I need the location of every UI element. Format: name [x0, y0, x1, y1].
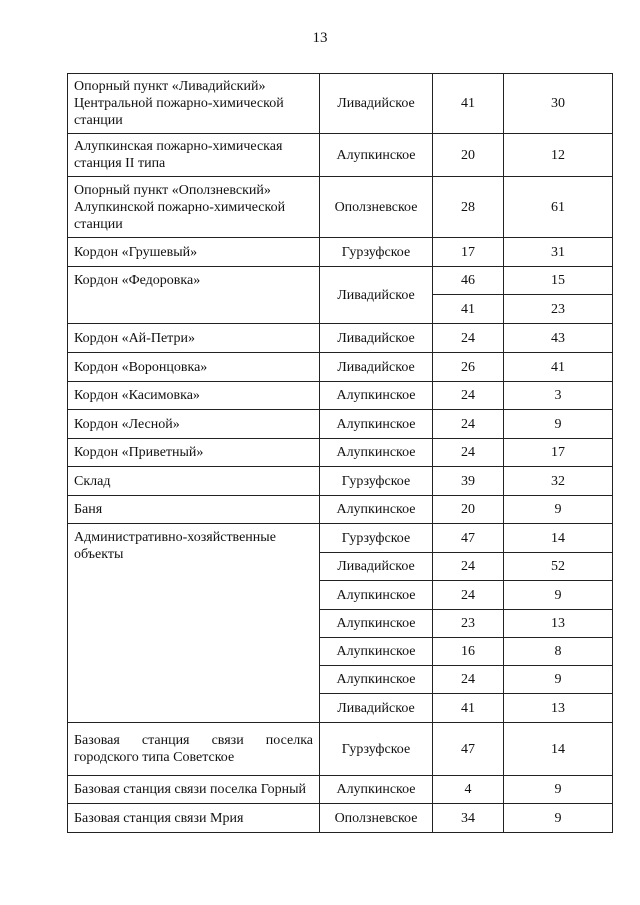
table-row: [68, 177, 613, 238]
object-name: Опорный пункт «Оползневский» Алупкинской пожарно-химической станции: [68, 177, 320, 238]
object-name: Опорный пункт «Ливадийский» Центральной пожарно-химической станции: [68, 74, 320, 134]
value-1: 24: [433, 410, 504, 439]
settlement: Оползневское: [320, 177, 433, 238]
value-2: 13: [504, 694, 613, 723]
value-1: 28: [433, 177, 504, 238]
settlement: Оползневское: [320, 804, 433, 833]
object-name: Кордон «Воронцовка»: [68, 353, 320, 382]
value-1: 41: [433, 295, 504, 324]
objects-table: [67, 73, 613, 833]
table-row: [68, 776, 613, 804]
value-2: 14: [504, 723, 613, 776]
value-1: 24: [433, 553, 504, 581]
settlement: Гурзуфское: [320, 723, 433, 776]
table-row: [68, 804, 613, 833]
settlement: Гурзуфское: [320, 524, 433, 553]
value-1: 17: [433, 238, 504, 267]
value-2: 30: [504, 74, 613, 134]
value-1: 34: [433, 804, 504, 833]
value-2: 9: [504, 581, 613, 610]
value-2: 9: [504, 666, 613, 694]
value-1: 47: [433, 524, 504, 553]
value-2: 14: [504, 524, 613, 553]
settlement: Алупкинское: [320, 776, 433, 804]
value-2: 9: [504, 776, 613, 804]
table-row: [68, 723, 613, 776]
table-row: [68, 74, 613, 134]
table-row: [68, 496, 613, 524]
settlement: Гурзуфское: [320, 467, 433, 496]
value-1: 24: [433, 666, 504, 694]
settlement: Алупкинское: [320, 666, 433, 694]
settlement: Алупкинское: [320, 638, 433, 666]
table-row: [68, 134, 613, 177]
value-2: 41: [504, 353, 613, 382]
value-2: 12: [504, 134, 613, 177]
object-name: Склад: [68, 467, 320, 496]
object-name: Базовая станция связи поселка Горный: [68, 776, 320, 804]
value-1: 24: [433, 439, 504, 467]
settlement: Ливадийское: [320, 694, 433, 723]
settlement: Ливадийское: [320, 324, 433, 353]
value-1: 20: [433, 134, 504, 177]
object-name: Кордон «Ай-Петри»: [68, 324, 320, 353]
object-name: Баня: [68, 496, 320, 524]
value-2: 9: [504, 496, 613, 524]
settlement: Гурзуфское: [320, 238, 433, 267]
table-row: [68, 353, 613, 382]
settlement: Ливадийское: [320, 267, 433, 324]
value-2: 17: [504, 439, 613, 467]
object-name: Кордон «Грушевый»: [68, 238, 320, 267]
value-2: 3: [504, 382, 613, 410]
value-2: 52: [504, 553, 613, 581]
table-row: [68, 382, 613, 410]
value-1: 4: [433, 776, 504, 804]
settlement: Алупкинское: [320, 496, 433, 524]
settlement: Алупкинское: [320, 134, 433, 177]
table-row: [68, 524, 613, 553]
value-1: 16: [433, 638, 504, 666]
value-2: 31: [504, 238, 613, 267]
table-row: [68, 238, 613, 267]
object-name: Кордон «Приветный»: [68, 439, 320, 467]
value-2: 9: [504, 410, 613, 439]
value-2: 8: [504, 638, 613, 666]
object-name: Базовая станция связи Мрия: [68, 804, 320, 833]
object-name: Административно-хозяйственные объекты: [68, 524, 320, 723]
settlement: Алупкинское: [320, 610, 433, 638]
value-2: 32: [504, 467, 613, 496]
value-2: 15: [504, 267, 613, 295]
settlement: Ливадийское: [320, 74, 433, 134]
value-1: 24: [433, 324, 504, 353]
value-1: 47: [433, 723, 504, 776]
object-name: Кордон «Федоровка»: [68, 267, 320, 324]
value-1: 23: [433, 610, 504, 638]
value-2: 43: [504, 324, 613, 353]
object-name: Кордон «Касимовка»: [68, 382, 320, 410]
value-1: 41: [433, 74, 504, 134]
settlement: Алупкинское: [320, 410, 433, 439]
object-name: Базовая станция связи поселка городского типа Советское: [68, 723, 320, 776]
object-name: Алупкинская пожарно-химическая станция II типа: [68, 134, 320, 177]
value-1: 20: [433, 496, 504, 524]
value-1: 24: [433, 382, 504, 410]
value-1: 41: [433, 694, 504, 723]
object-name: Кордон «Лесной»: [68, 410, 320, 439]
settlement: Ливадийское: [320, 553, 433, 581]
page-number: 13: [312, 30, 328, 46]
settlement: Алупкинское: [320, 439, 433, 467]
settlement: Алупкинское: [320, 382, 433, 410]
value-1: 26: [433, 353, 504, 382]
value-2: 23: [504, 295, 613, 324]
settlement: Алупкинское: [320, 581, 433, 610]
table-row: [68, 467, 613, 496]
value-1: 46: [433, 267, 504, 295]
settlement: Ливадийское: [320, 353, 433, 382]
table-row: [68, 410, 613, 439]
value-1: 39: [433, 467, 504, 496]
table-row: [68, 267, 613, 295]
value-2: 13: [504, 610, 613, 638]
table-row: [68, 324, 613, 353]
table-row: [68, 439, 613, 467]
value-2: 61: [504, 177, 613, 238]
value-2: 9: [504, 804, 613, 833]
value-1: 24: [433, 581, 504, 610]
